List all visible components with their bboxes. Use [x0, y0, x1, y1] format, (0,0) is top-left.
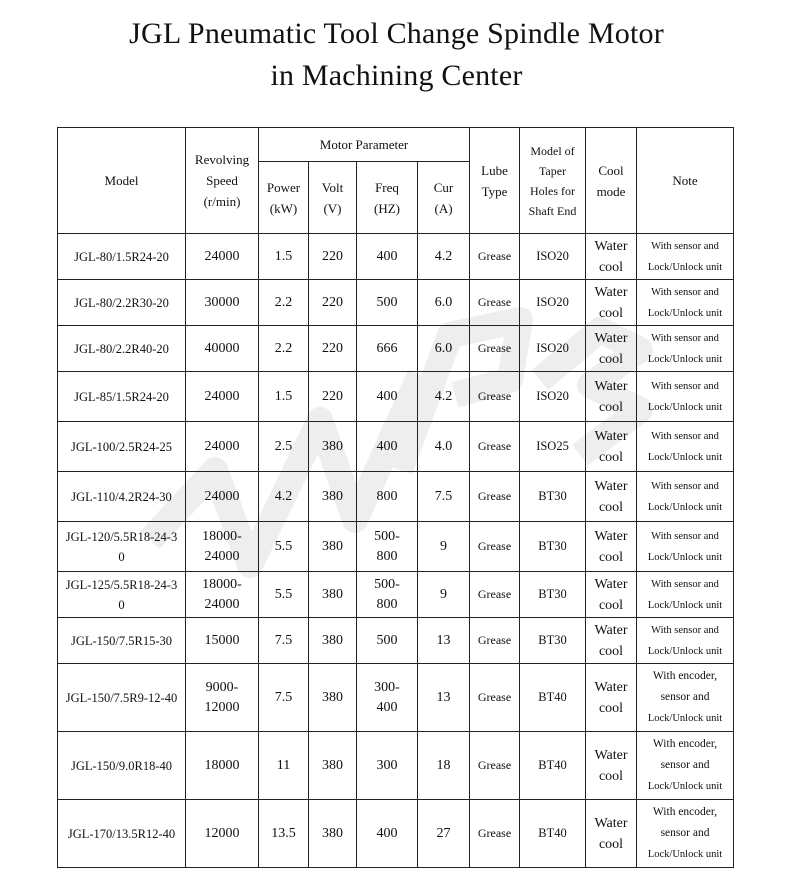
cell-taper: BT40 — [520, 732, 586, 800]
cell-cur: 9 — [418, 572, 470, 618]
cell-cur: 13 — [418, 618, 470, 664]
cell-power: 1.5 — [259, 234, 309, 280]
header-volt-line: Volt — [321, 179, 344, 195]
cell-note-line: Lock/Unlock unit — [647, 645, 723, 657]
header-volt-line: (V) — [323, 200, 342, 216]
header-lube-line: Type — [481, 183, 508, 199]
cell-power: 4.2 — [259, 472, 309, 522]
cell-model — [58, 422, 186, 472]
cell-taper: BT30 — [520, 618, 586, 664]
cell-speed — [186, 800, 259, 868]
cell-cool — [586, 372, 637, 422]
cell-cur: 7.5 — [418, 472, 470, 522]
cell-note — [637, 472, 734, 522]
table-row — [58, 234, 734, 280]
cell-model-line: JGL-125/5.5R18-24-3 — [65, 577, 178, 592]
table-row — [58, 472, 734, 522]
cell-speed — [186, 732, 259, 800]
cell-lube: Grease — [470, 572, 520, 618]
cell-speed-line: 12000 — [204, 825, 240, 841]
cell-model — [58, 472, 186, 522]
cell-freq — [357, 372, 418, 422]
cell-freq-line: 800 — [376, 488, 398, 504]
cell-model-line: JGL-150/7.5R9-12-40 — [65, 690, 178, 705]
cell-volt: 380 — [309, 572, 357, 618]
cell-note — [637, 732, 734, 800]
cell-taper: ISO20 — [520, 234, 586, 280]
cell-speed-line: 18000 — [204, 757, 240, 773]
cell-model-line: JGL-120/5.5R18-24-3 — [65, 529, 178, 544]
header-note: Note — [637, 128, 734, 234]
cell-freq — [357, 422, 418, 472]
cell-taper: ISO20 — [520, 326, 586, 372]
cell-note-line: With sensor and — [651, 286, 719, 298]
cell-cool — [586, 618, 637, 664]
cell-volt: 220 — [309, 280, 357, 326]
header-taper — [520, 128, 586, 234]
cell-cur: 6.0 — [418, 326, 470, 372]
cell-note — [637, 234, 734, 280]
cell-model-line: JGL-80/1.5R24-20 — [74, 249, 169, 264]
cell-lube: Grease — [470, 522, 520, 572]
cell-model-line: JGL-170/13.5R12-40 — [67, 826, 176, 841]
header-freq — [357, 162, 418, 234]
cell-note-line: With encoder, — [652, 738, 718, 750]
cell-lube: Grease — [470, 326, 520, 372]
cell-model-line: JGL-150/7.5R15-30 — [70, 633, 173, 648]
header-power — [259, 162, 309, 234]
cell-freq — [357, 234, 418, 280]
table-row — [58, 372, 734, 422]
cell-freq-line: 300 — [376, 757, 398, 773]
cell-speed — [186, 522, 259, 572]
table-row — [58, 326, 734, 372]
cell-speed-line: 30000 — [204, 294, 240, 310]
cell-model-line: 0 — [118, 549, 125, 564]
cell-freq — [357, 732, 418, 800]
cell-speed-line: 24000 — [204, 388, 240, 404]
cell-lube: Grease — [470, 422, 520, 472]
cell-cool — [586, 732, 637, 800]
table-body — [58, 234, 734, 868]
table-row — [58, 522, 734, 572]
cell-cur: 4.2 — [418, 234, 470, 280]
cell-note-line: With encoder, — [652, 670, 718, 682]
cell-cool-line: cool — [598, 351, 624, 367]
cell-taper: BT30 — [520, 522, 586, 572]
cell-lube: Grease — [470, 234, 520, 280]
cell-cool-line: Water — [594, 622, 628, 638]
cell-note-line: sensor and — [660, 827, 710, 839]
cell-lube: Grease — [470, 664, 520, 732]
cell-speed-line: 24000 — [204, 488, 240, 504]
header-taper-line: Model of — [530, 143, 575, 158]
cell-volt: 380 — [309, 618, 357, 664]
cell-speed — [186, 618, 259, 664]
cell-cool — [586, 234, 637, 280]
cell-note-line: Lock/Unlock unit — [647, 401, 723, 413]
cell-freq — [357, 326, 418, 372]
cell-note — [637, 422, 734, 472]
cell-speed — [186, 572, 259, 618]
cell-speed-line: 15000 — [204, 632, 240, 648]
table-row — [58, 572, 734, 618]
cell-taper: ISO20 — [520, 280, 586, 326]
cell-taper: BT40 — [520, 800, 586, 868]
header-power-line: Power — [266, 179, 301, 195]
cell-freq — [357, 618, 418, 664]
cell-cool-line: cool — [598, 768, 624, 784]
cell-cool-line: Water — [594, 747, 628, 763]
cell-note — [637, 800, 734, 868]
cell-freq-line: 666 — [376, 340, 398, 356]
cell-lube: Grease — [470, 732, 520, 800]
cell-cool — [586, 572, 637, 618]
cell-lube: Grease — [470, 372, 520, 422]
cell-lube: Grease — [470, 618, 520, 664]
cell-power: 5.5 — [259, 572, 309, 618]
cell-model-line: JGL-150/9.0R18-40 — [70, 758, 173, 773]
cell-freq-line: 800 — [376, 596, 398, 612]
cell-speed — [186, 326, 259, 372]
cell-freq-line: 400 — [376, 699, 398, 715]
cell-cool-line: Water — [594, 428, 628, 444]
cell-cool-line: Water — [594, 478, 628, 494]
header-lube — [470, 128, 520, 234]
cell-model — [58, 522, 186, 572]
cell-freq-line: 400 — [376, 248, 398, 264]
cell-model — [58, 800, 186, 868]
table-row — [58, 800, 734, 868]
cell-speed — [186, 472, 259, 522]
header-speed-line: Revolving — [194, 152, 250, 167]
cell-speed-line: 9000- — [205, 679, 239, 695]
cell-cur: 4.2 — [418, 372, 470, 422]
cell-note-line: Lock/Unlock unit — [647, 451, 723, 463]
cell-cool — [586, 472, 637, 522]
cell-power: 7.5 — [259, 618, 309, 664]
cell-note — [637, 372, 734, 422]
cell-volt: 380 — [309, 800, 357, 868]
cell-note-line: Lock/Unlock unit — [647, 353, 723, 365]
header-cool-line: Cool — [598, 162, 624, 178]
cell-model — [58, 372, 186, 422]
cell-speed-line: 12000 — [204, 699, 240, 715]
cell-volt: 380 — [309, 472, 357, 522]
header-power-line: (kW) — [269, 200, 298, 216]
cell-power: 13.5 — [259, 800, 309, 868]
cell-model-line: JGL-80/2.2R30-20 — [74, 295, 169, 310]
header-speed-line: Speed — [206, 173, 238, 188]
cell-freq-line: 500 — [376, 632, 398, 648]
cell-taper: BT30 — [520, 472, 586, 522]
cell-freq — [357, 472, 418, 522]
cell-note — [637, 280, 734, 326]
header-lube-line: Lube — [481, 162, 508, 178]
cell-cool — [586, 326, 637, 372]
cell-freq-line: 500- — [374, 576, 400, 592]
cell-speed-line: 18000- — [202, 576, 242, 592]
cell-model — [58, 326, 186, 372]
cell-speed — [186, 234, 259, 280]
cell-note — [637, 522, 734, 572]
cell-speed-line: 24000 — [204, 548, 240, 564]
cell-cool-line: Water — [594, 330, 628, 346]
cell-volt: 220 — [309, 234, 357, 280]
cell-power: 11 — [259, 732, 309, 800]
cell-cool-line: Water — [594, 238, 628, 254]
cell-cool-line: cool — [598, 836, 624, 852]
cell-note — [637, 572, 734, 618]
cell-speed-line: 24000 — [204, 596, 240, 612]
cell-model — [58, 732, 186, 800]
cell-freq — [357, 280, 418, 326]
cell-speed-line: 24000 — [204, 438, 240, 454]
cell-cool-line: Water — [594, 378, 628, 394]
cell-model-line: JGL-100/2.5R24-25 — [70, 439, 173, 454]
cell-speed-line: 40000 — [204, 340, 240, 356]
cell-taper: BT40 — [520, 664, 586, 732]
cell-note-line: Lock/Unlock unit — [647, 713, 723, 724]
header-taper-line: Taper — [538, 163, 567, 178]
cell-taper: BT30 — [520, 572, 586, 618]
cell-freq-line: 800 — [376, 548, 398, 564]
cell-volt: 220 — [309, 372, 357, 422]
cell-note-line: Lock/Unlock unit — [647, 781, 723, 792]
cell-freq-line: 500- — [374, 528, 400, 544]
cell-cool-line: cool — [598, 449, 624, 465]
cell-power: 2.2 — [259, 326, 309, 372]
cell-note-line: With sensor and — [651, 332, 719, 344]
cell-speed — [186, 664, 259, 732]
cell-freq — [357, 522, 418, 572]
cell-note — [637, 664, 734, 732]
cell-power: 2.2 — [259, 280, 309, 326]
header-model: Model — [58, 128, 186, 234]
cell-cur: 4.0 — [418, 422, 470, 472]
cell-cool — [586, 664, 637, 732]
cell-cool-line: cool — [598, 700, 624, 716]
table-row — [58, 732, 734, 800]
cell-note — [637, 326, 734, 372]
cell-cool — [586, 422, 637, 472]
header-cur-line: (A) — [434, 200, 453, 216]
cell-speed — [186, 280, 259, 326]
cell-cool-line: Water — [594, 528, 628, 544]
cell-freq-line: 300- — [374, 679, 400, 695]
cell-note-line: With sensor and — [651, 530, 719, 542]
header-speed-line: (r/min) — [203, 194, 241, 209]
table-row — [58, 664, 734, 732]
cell-model — [58, 618, 186, 664]
cell-cool — [586, 800, 637, 868]
cell-note — [637, 618, 734, 664]
cell-freq-line: 400 — [376, 825, 398, 841]
cell-speed-line: 24000 — [204, 248, 240, 264]
cell-cool-line: cool — [598, 399, 624, 415]
cell-volt: 220 — [309, 326, 357, 372]
cell-cur: 27 — [418, 800, 470, 868]
cell-taper: ISO25 — [520, 422, 586, 472]
cell-note-line: sensor and — [660, 691, 710, 703]
cell-note-line: Lock/Unlock unit — [647, 551, 723, 563]
header-motor-parameter: Motor Parameter — [259, 128, 470, 162]
cell-model — [58, 234, 186, 280]
table-row — [58, 280, 734, 326]
cell-lube: Grease — [470, 472, 520, 522]
cell-speed-line: 18000- — [202, 528, 242, 544]
header-taper-line: Holes for — [530, 183, 576, 198]
cell-power: 2.5 — [259, 422, 309, 472]
table-row — [58, 618, 734, 664]
cell-cur: 18 — [418, 732, 470, 800]
cell-note-line: Lock/Unlock unit — [647, 307, 723, 319]
table-row — [58, 422, 734, 472]
cell-note-line: With sensor and — [651, 380, 719, 392]
spec-table — [57, 127, 734, 868]
cell-note-line: Lock/Unlock unit — [647, 501, 723, 513]
cell-cur: 9 — [418, 522, 470, 572]
cell-cool-line: Water — [594, 679, 628, 695]
cell-cool-line: Water — [594, 284, 628, 300]
cell-cool-line: cool — [598, 643, 624, 659]
cell-cur: 13 — [418, 664, 470, 732]
cell-cool-line: cool — [598, 499, 624, 515]
header-cool — [586, 128, 637, 234]
cell-note-line: With sensor and — [651, 624, 719, 636]
header-freq-line: Freq — [375, 179, 399, 195]
page-title-line-1: JGL Pneumatic Tool Change Spindle Motor — [129, 17, 664, 50]
cell-model — [58, 572, 186, 618]
cell-freq-line: 400 — [376, 438, 398, 454]
cell-cool-line: Water — [594, 815, 628, 831]
cell-note-line: Lock/Unlock unit — [647, 599, 723, 611]
cell-model-line: JGL-80/2.2R40-20 — [74, 341, 169, 356]
header-cur-line: Cur — [433, 179, 454, 195]
header-volt — [309, 162, 357, 234]
cell-cool-line: Water — [594, 576, 628, 592]
cell-cool-line: cool — [598, 305, 624, 321]
cell-volt: 380 — [309, 664, 357, 732]
cell-volt: 380 — [309, 732, 357, 800]
cell-power: 7.5 — [259, 664, 309, 732]
header-speed — [186, 128, 259, 234]
cell-freq-line: 500 — [376, 294, 398, 310]
cell-lube: Grease — [470, 280, 520, 326]
page-title-line-2: in Machining Center — [270, 59, 523, 92]
cell-cool-line: cool — [598, 549, 624, 565]
cell-note-line: With sensor and — [651, 578, 719, 590]
header-cool-line: mode — [596, 183, 626, 199]
header-taper-line: Shaft End — [528, 203, 577, 218]
cell-note-line: With encoder, — [652, 806, 718, 818]
cell-power: 1.5 — [259, 372, 309, 422]
cell-lube: Grease — [470, 800, 520, 868]
cell-model-line: JGL-85/1.5R24-20 — [74, 389, 169, 404]
cell-volt: 380 — [309, 422, 357, 472]
cell-power: 5.5 — [259, 522, 309, 572]
cell-cool-line: cool — [598, 259, 624, 275]
cell-speed — [186, 422, 259, 472]
cell-model-line: 0 — [118, 597, 125, 612]
cell-note-line: With sensor and — [651, 430, 719, 442]
cell-note-line: sensor and — [660, 759, 710, 771]
cell-note-line: Lock/Unlock unit — [647, 261, 723, 273]
cell-freq — [357, 664, 418, 732]
cell-cool-line: cool — [598, 597, 624, 613]
header-freq-line: (HZ) — [374, 200, 400, 216]
cell-note-line: With sensor and — [651, 480, 719, 492]
cell-model — [58, 664, 186, 732]
cell-freq-line: 400 — [376, 388, 398, 404]
cell-volt: 380 — [309, 522, 357, 572]
cell-note-line: Lock/Unlock unit — [647, 849, 723, 860]
cell-cool — [586, 522, 637, 572]
header-cur — [418, 162, 470, 234]
cell-model — [58, 280, 186, 326]
cell-freq — [357, 572, 418, 618]
cell-note-line: With sensor and — [651, 240, 719, 252]
cell-speed — [186, 372, 259, 422]
cell-cur: 6.0 — [418, 280, 470, 326]
cell-freq — [357, 800, 418, 868]
cell-cool — [586, 280, 637, 326]
cell-model-line: JGL-110/4.2R24-30 — [71, 489, 172, 504]
cell-taper: ISO20 — [520, 372, 586, 422]
